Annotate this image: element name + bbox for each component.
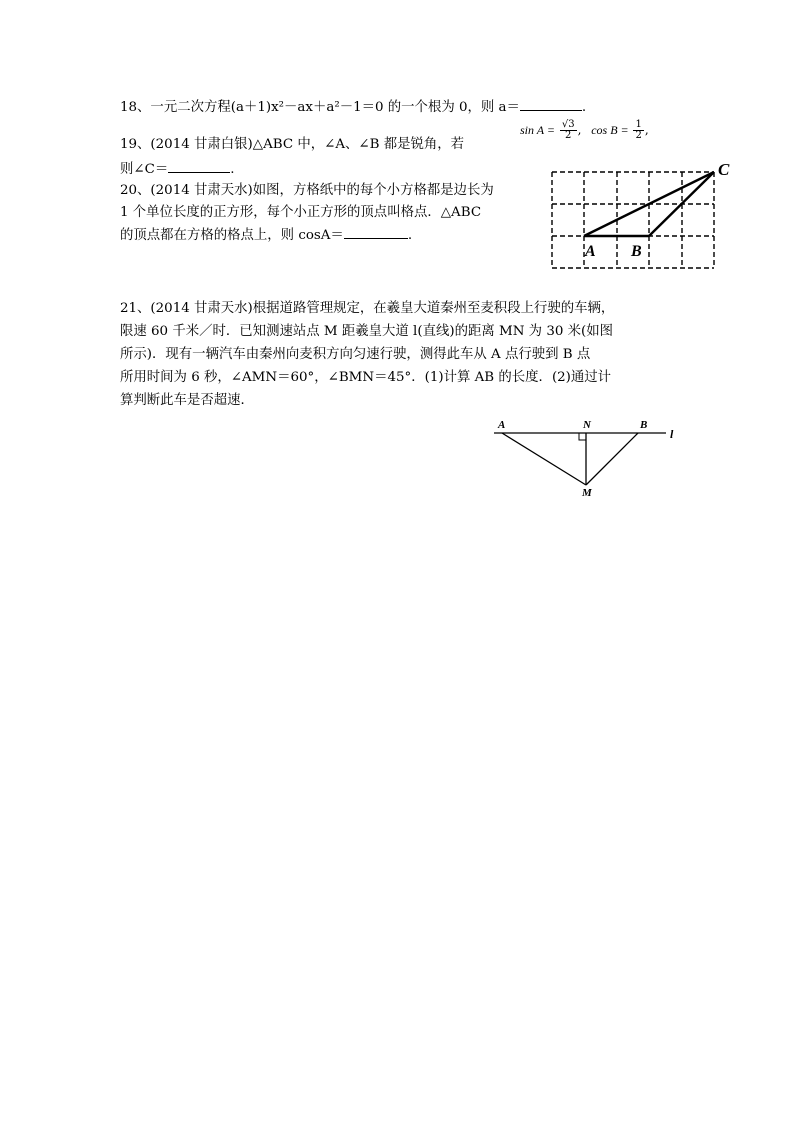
answer-blank-20[interactable] xyxy=(344,224,408,239)
grid-figure xyxy=(545,160,785,270)
question-19-line2: 则∠C＝ . xyxy=(120,158,235,181)
question-20-line3: 的顶点都在方格的格点上，则 cosA＝ . xyxy=(120,224,412,247)
cosB-fraction: $\frac{1}{2}$ xyxy=(635,119,642,141)
question-21-line4: 所用时间为 6 秒，∠AMN＝60°，∠BMN＝45°．(1)计算 AB 的长度．(2)通过计 xyxy=(120,370,612,385)
label-C: C xyxy=(718,160,730,179)
answer-blank-19[interactable] xyxy=(168,158,230,173)
label-B: B xyxy=(631,243,642,260)
question-18-text: 18、一元二次方程(a＋1)x²－ax＋a²－1＝0 的一个根为 0，则 a＝ xyxy=(120,100,520,115)
question-19-formula: sin A = $\frac{√3}{2}$ , cos B = $\frac{1}{2}$ , xyxy=(520,119,649,141)
question-19 xyxy=(120,134,464,156)
label-A: A xyxy=(498,419,506,431)
question-21-line3: 所示)．现有一辆汽车由秦州向麦积方向匀速行驶，测得此车从 A 点行驶到 B 点 xyxy=(120,347,591,362)
question-21-line2: 限速 60 千米／时．已知测速站点 M 距羲皇大道 l(直线)的距离 MN 为 30 米(如图 xyxy=(120,324,614,339)
road-figure xyxy=(490,412,690,502)
question-19-text: 19、(2014 甘肃白银)△ABC 中，∠A、∠B 都是锐角，若 xyxy=(120,137,465,152)
question-20-line2: 1 个单位长度的正方形，每个小正方形的顶点叫格点．△ABC xyxy=(120,205,482,220)
label-M: M xyxy=(582,487,592,499)
label-B: B xyxy=(640,419,648,431)
label-A: A xyxy=(585,243,596,260)
label-l: l xyxy=(670,427,674,441)
question-20-line1: 20、(2014 甘肃天水)如图，方格纸中的每个小方格都是边长为 xyxy=(120,183,494,198)
question-21-line1: 21、(2014 甘肃天水)根据道路管理规定，在羲皇大道秦州至麦积段上行驶的车辆， xyxy=(120,301,615,316)
sinA-fraction: $\frac{√3}{2}$ xyxy=(561,119,575,141)
answer-blank-18[interactable] xyxy=(520,96,582,111)
label-N: N xyxy=(583,419,591,431)
question-18: 18、一元二次方程(a＋1)x²－ax＋a²－1＝0 的一个根为 0，则 a＝ . xyxy=(120,96,586,119)
question-21-line5: 算判断此车是否超速． xyxy=(120,393,254,408)
